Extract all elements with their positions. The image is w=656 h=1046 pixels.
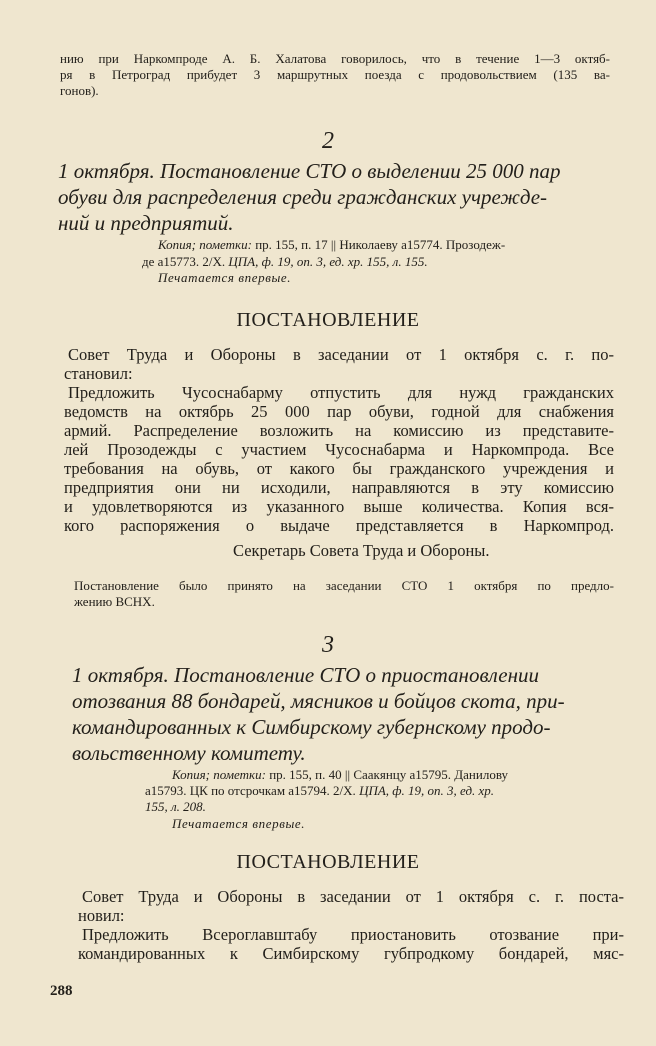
note-line: Постановление было принято на заседании СТО 1 октября по предло- [74,578,614,593]
resolution-title: ПОСТАНОВЛЕНИЕ [236,309,420,331]
signature: Секретарь Совета Труда и Обороны. [233,541,490,560]
body-line: кого распоряжения о выдаче представляется в Наркомпрод. [64,516,614,535]
heading-line: ний и предприятий. [58,211,234,235]
intro-line: гонов). [60,83,99,98]
source-label: Копия; пометки: [158,237,252,252]
heading-line: командированных к Симбирскому губернскому продо- [72,715,551,739]
heading-line: отозвания 88 бондарей, мясников и бойцов скота, при- [72,689,565,713]
intro-line: ря в Петроград прибудет 3 маршрутных поезда с продовольствием (135 ва- [60,67,610,82]
heading-line: 1 октября. Постановление СТО о приостановлении [72,663,540,687]
archive-ref: ЦПА, ф. 19, оп. 3, ед. хр. 155, л. 155. [228,254,428,269]
heading-line: 1 октября. Постановление СТО о выделении 25 000 пар [58,159,561,183]
archival-source-cont [145,783,623,815]
source-text: де а15773. 2/Х. [142,254,229,269]
body-line: предприятия они ни исходили, направляются в эту комиссию [64,478,614,497]
source-label: Копия; пометки: [172,767,266,782]
archival-source [158,237,613,253]
editorial-note [74,578,614,610]
archive-ref: 155, л. 208. [145,799,206,814]
body-line: ведомств на октябрь 25 000 пар обуви, годной для снабжения [64,402,614,421]
document-heading [58,158,613,236]
page-number: 288 [50,983,73,999]
body-line: армий. Распределение возложить на комиссию из представите- [64,421,614,440]
source-text: а15793. ЦК по отсрочкам а15794. 2/Х. [145,783,360,798]
body-line: лей Прозодежды с участием Чусоснабарма и Наркомпрода. Все [64,440,614,459]
note-line: жению ВСНХ. [74,594,155,609]
body-line: командированных к Симбирскому губпродкому бондарей, мяс- [78,944,624,963]
body-line: становил: [64,364,133,383]
body-line: Предложить Всероглавштабу приостановить отозвание при- [82,925,624,944]
archival-source-cont [142,254,612,270]
heading-line: обуви для распределения среди гражданских учрежде- [58,185,548,209]
body-line: Совет Труда и Обороны в заседании от 1 октября с. г. поста- [82,887,624,906]
body-line: новил: [78,906,125,925]
body-line: и удовлетворяются из указанного выше количества. Копия вся- [64,497,614,516]
publication-note: Печатается впервые. [158,270,292,285]
source-text: пр. 155, п. 40 || Саакянцу а15795. Данилову [265,767,509,782]
intro-line: нию при Наркомпроде А. Б. Халатова говорилось, что в течение 1—3 октяб- [60,51,610,66]
publication-note: Печатается впервые. [172,816,306,831]
intro-paragraph [60,51,610,99]
document-heading [72,662,617,766]
heading-line: вольственному комитету. [72,741,306,765]
body-line: Совет Труда и Обороны в заседании от 1 октября с. г. по- [68,345,614,364]
source-text: пр. 155, п. 17 || Николаеву а15774. Прозодеж- [251,237,506,252]
archival-source [172,767,622,783]
resolution-body [78,887,624,963]
document-number: 3 [322,632,334,658]
resolution-body [64,345,614,535]
archive-ref: ЦПА, ф. 19, оп. 3, ед. хр. [359,783,495,798]
body-line: требования на обувь, от какого бы гражданского учреждения и [64,459,614,478]
document-number: 2 [322,128,334,154]
resolution-title: ПОСТАНОВЛЕНИЕ [236,851,420,873]
body-line: Предложить Чусоснабарму отпустить для нужд гражданских [68,383,614,402]
